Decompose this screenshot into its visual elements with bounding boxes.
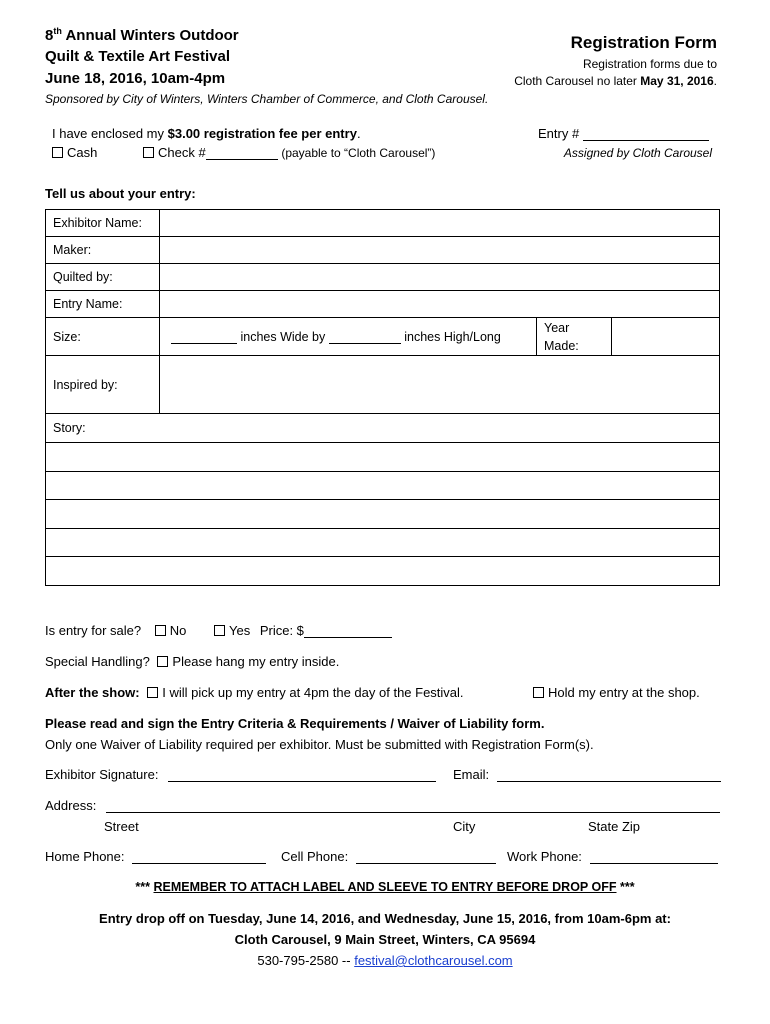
city-caption: City (453, 819, 476, 834)
address-row: Address: (45, 798, 720, 813)
yes-checkbox[interactable] (214, 625, 225, 636)
waiver-note: Only one Waiver of Liability required per exhibitor. Must be submitted with Registration Form(s). (45, 737, 594, 752)
size-label: Size: (46, 318, 160, 356)
story-field[interactable] (46, 557, 720, 586)
work-phone-field[interactable] (590, 863, 718, 864)
hold-checkbox[interactable] (533, 687, 544, 698)
story-line (46, 529, 720, 557)
quilted-by-field[interactable] (160, 264, 720, 291)
table-row (46, 237, 720, 264)
width-field[interactable] (171, 343, 237, 344)
address-field[interactable] (106, 812, 720, 813)
fee-statement: I have enclosed my $3.00 registration fee per entry. (52, 126, 361, 141)
cash-option[interactable]: Cash (52, 145, 97, 160)
maker-field[interactable] (160, 237, 720, 264)
signature-field[interactable] (168, 781, 436, 782)
assigned-note: Assigned by Cloth Carousel (563, 146, 712, 160)
due-line1: Registration forms due to (582, 57, 717, 71)
exhibitor-name-field[interactable] (160, 210, 720, 237)
contact-phone: 530-795-2580 -- (257, 953, 355, 968)
entry-heading: Tell us about your entry: (45, 186, 196, 201)
event-title-line2: Quilt & Textile Art Festival (45, 48, 231, 65)
table-row (46, 414, 720, 443)
size-field[interactable]: inches Wide by inches High/Long (160, 318, 537, 356)
hang-option[interactable]: Please hang my entry inside. (157, 654, 339, 669)
dropoff-address: Cloth Carousel, 9 Main Street, Winters, CA 95694 (234, 932, 536, 947)
remember-notice: *** REMEMBER TO ATTACH LABEL AND SLEEVE TO ENTRY BEFORE DROP OFF *** (135, 880, 635, 894)
inspired-by-label: Inspired by: (46, 356, 160, 414)
contact-line (0, 953, 770, 968)
table-row (46, 210, 720, 237)
check-number-field[interactable] (206, 159, 278, 160)
special-handling: Special Handling? Please hang my entry inside. (45, 654, 340, 669)
due-line2: Cloth Carousel no later May 31, 2016. (514, 74, 717, 88)
pickup-option[interactable]: I will pick up my entry at 4pm the day of the Festival. (147, 685, 463, 700)
entry-number-field (583, 140, 709, 141)
check-checkbox[interactable] (143, 147, 154, 158)
table-row (46, 318, 720, 356)
signature-row: Exhibitor Signature: (45, 767, 436, 782)
home-phone-field[interactable] (132, 863, 266, 864)
maker-label: Maker: (46, 237, 160, 264)
story-label[interactable]: Story: (46, 414, 720, 443)
read-sign-notice: Please read and sign the Entry Criteria & Requirements / Waiver of Liability form. (45, 716, 545, 731)
hang-checkbox[interactable] (157, 656, 168, 667)
for-sale-yes[interactable]: Yes (214, 623, 250, 638)
no-checkbox[interactable] (155, 625, 166, 636)
story-field[interactable] (46, 443, 720, 472)
contact-email-link[interactable]: festival@clothcarousel.com (354, 953, 513, 968)
story-field[interactable] (46, 529, 720, 557)
story-line (46, 557, 720, 586)
story-field[interactable] (46, 500, 720, 529)
year-made-label: Year Made: (537, 318, 612, 356)
home-phone-row: Home Phone: (45, 849, 266, 864)
pickup-checkbox[interactable] (147, 687, 158, 698)
event-date: June 18, 2016, 10am-4pm (45, 70, 226, 87)
inspired-by-field[interactable] (160, 356, 720, 414)
dropoff-info: Entry drop off on Tuesday, June 14, 2016, and Wednesday, June 15, 2016, from 10am-6pm at: (99, 911, 671, 926)
cell-phone-row: Cell Phone: (281, 849, 496, 864)
story-line (46, 443, 720, 472)
email-field[interactable] (497, 781, 721, 782)
exhibitor-name-label: Exhibitor Name: (46, 210, 160, 237)
story-field[interactable] (46, 472, 720, 500)
event-title-line1: 8th Annual Winters Outdoor (45, 26, 239, 44)
after-show: After the show: I will pick up my entry at 4pm the day of the Festival. (45, 685, 464, 700)
for-sale-no[interactable]: No (155, 623, 187, 638)
height-field[interactable] (329, 343, 401, 344)
cell-phone-field[interactable] (356, 863, 496, 864)
entry-table (45, 209, 720, 586)
story-line (46, 472, 720, 500)
work-phone-row: Work Phone: (507, 849, 718, 864)
table-row (46, 291, 720, 318)
price-field[interactable] (304, 637, 392, 638)
entry-name-field[interactable] (160, 291, 720, 318)
story-line (46, 500, 720, 529)
form-title: Registration Form (570, 33, 717, 52)
year-made-field[interactable] (612, 318, 720, 356)
table-row (46, 356, 720, 414)
entry-number: Entry # (538, 126, 709, 141)
sponsor-line: Sponsored by City of Winters, Winters Chamber of Commerce, and Cloth Carousel. (45, 92, 489, 106)
hold-option[interactable]: Hold my entry at the shop. (533, 685, 700, 700)
email-row: Email: (453, 767, 721, 782)
table-row (46, 264, 720, 291)
check-option[interactable]: Check # (payable to “Cloth Carousel”) (143, 145, 435, 160)
entry-name-label: Entry Name: (46, 291, 160, 318)
street-caption: Street (104, 819, 139, 834)
cash-checkbox[interactable] (52, 147, 63, 158)
quilted-by-label: Quilted by: (46, 264, 160, 291)
for-sale-question: Is entry for sale? No Yes Price: $ (45, 623, 392, 638)
state-zip-caption: State Zip (588, 819, 641, 834)
